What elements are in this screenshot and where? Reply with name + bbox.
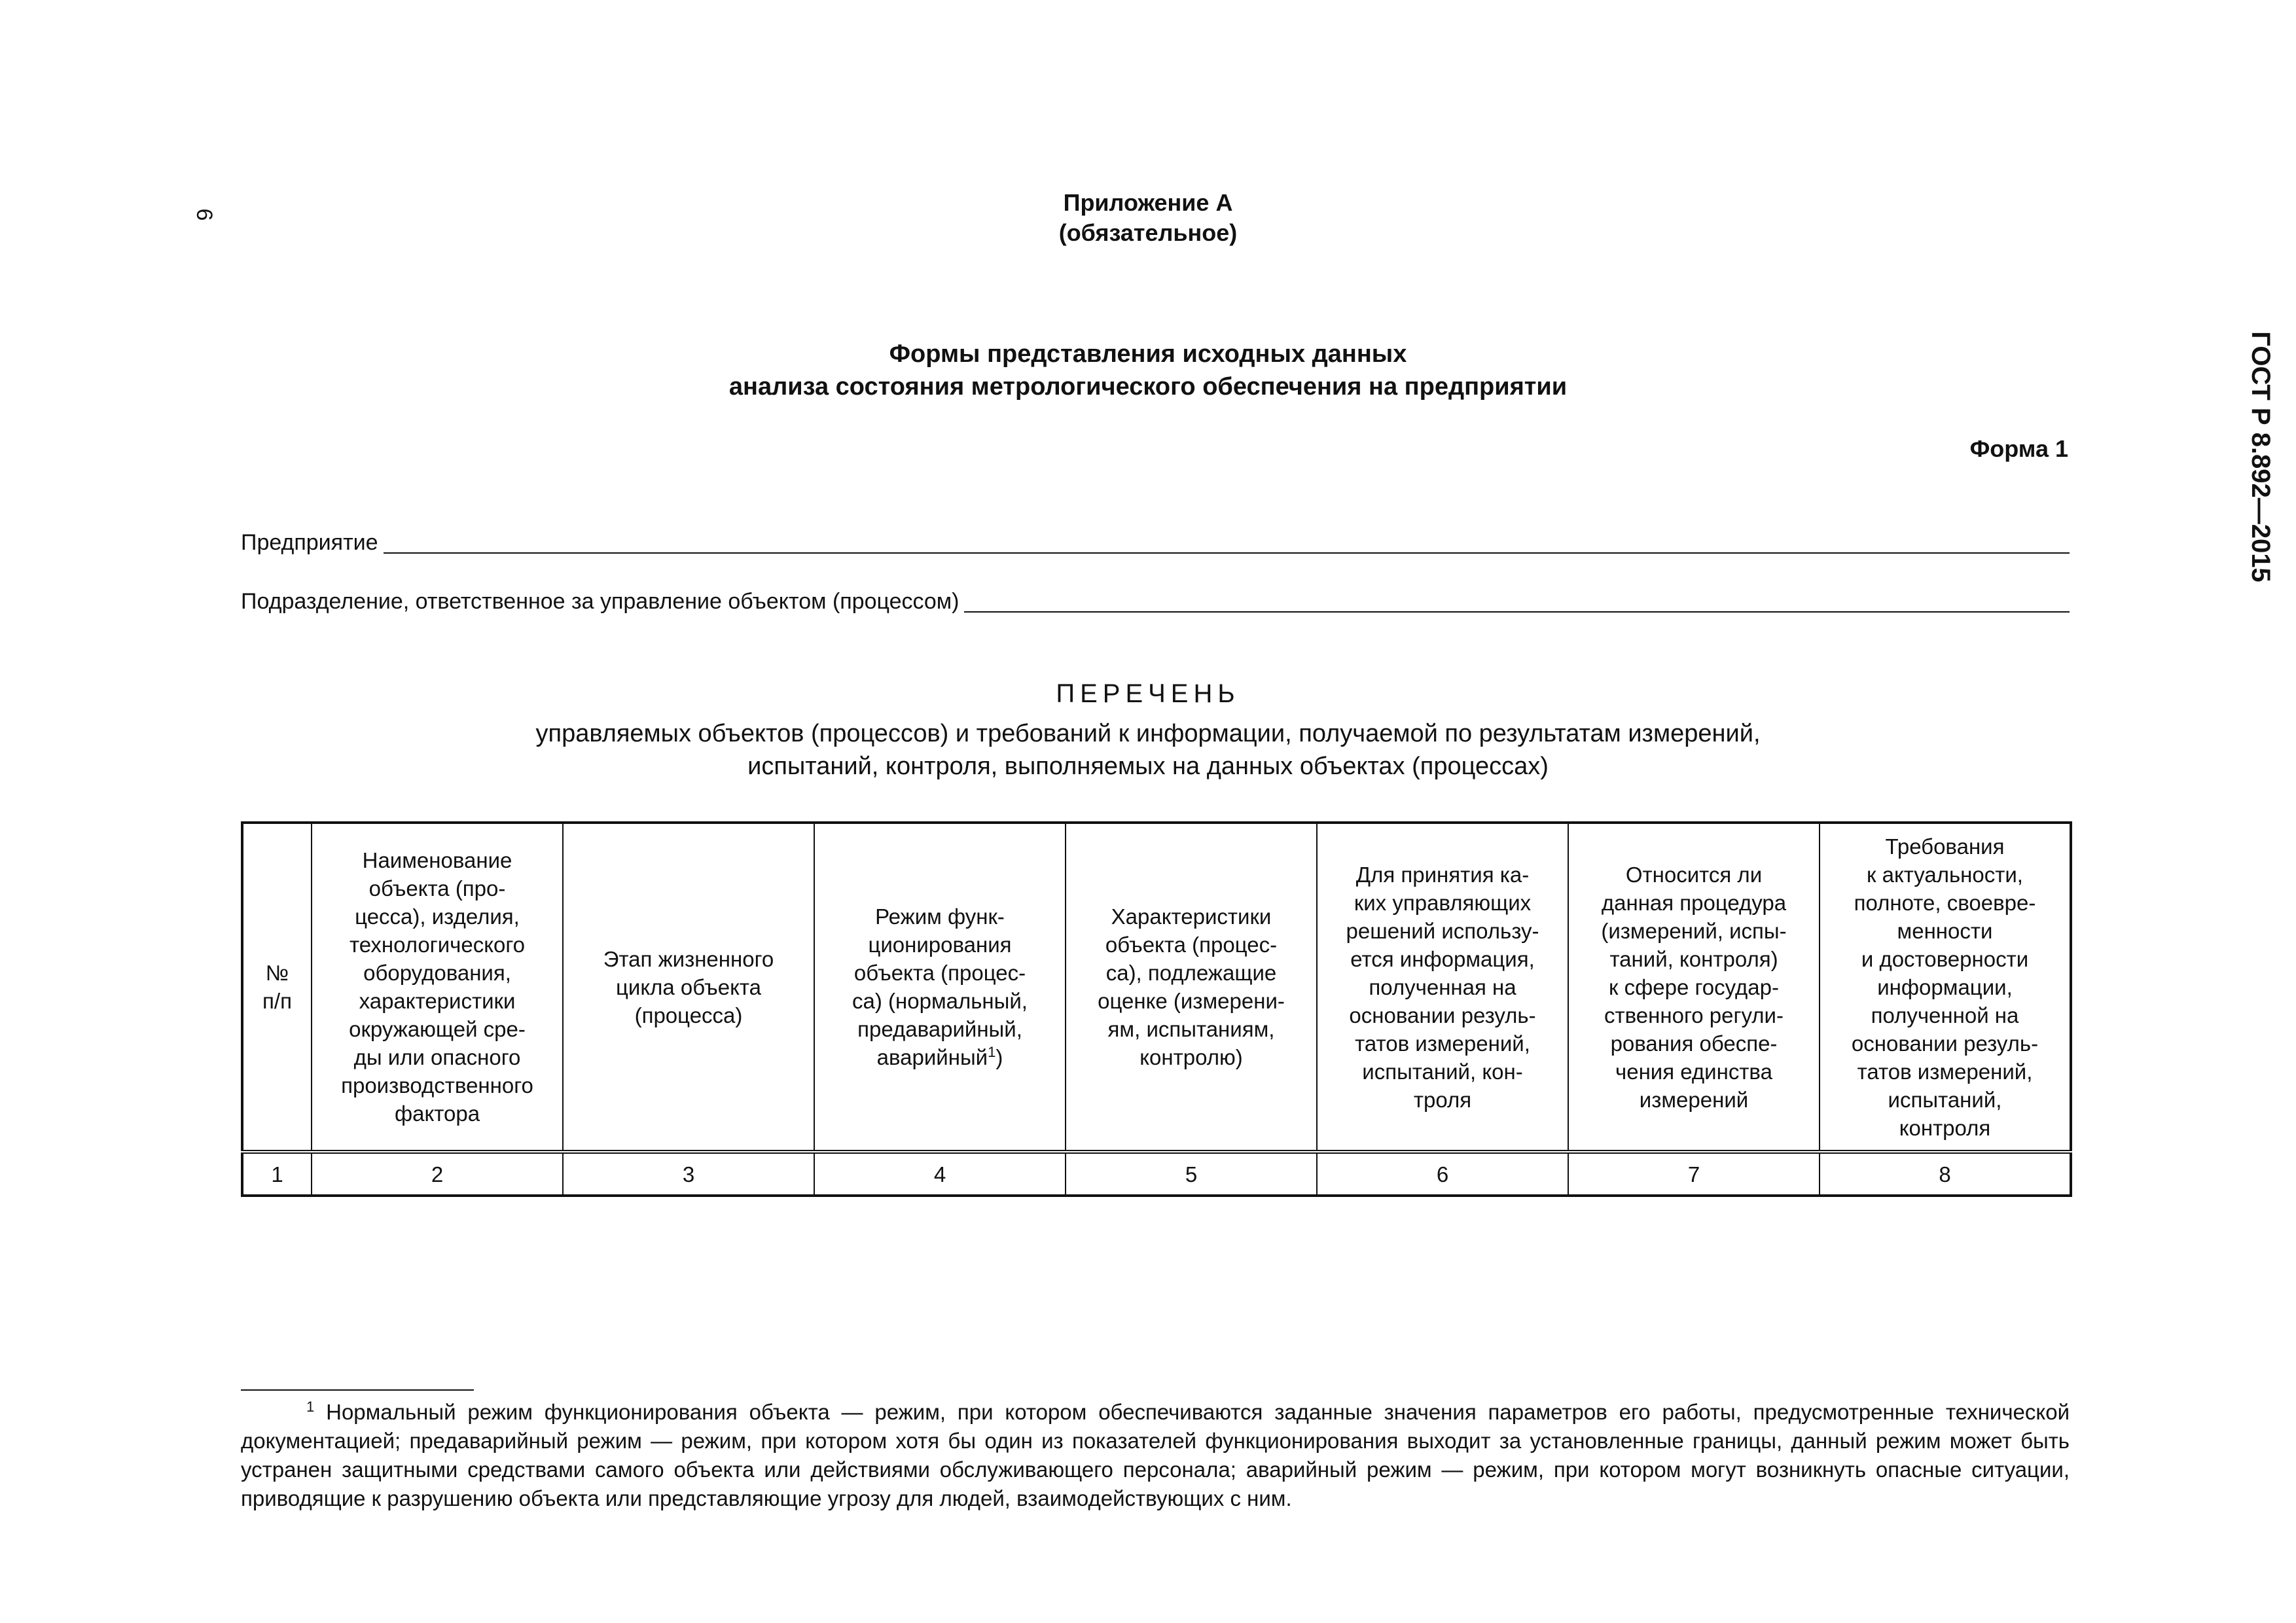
document-code: ГОСТ Р 8.892—2015 — [2246, 331, 2275, 582]
header-cell-management-decisions: Для принятия ка- ких управляющих решений использу- ется информация, полученная на основании резуль- татов измерений, испытаний, кон- троля — [1317, 823, 1568, 1152]
table-header-row — [242, 823, 2071, 1152]
footnote-separator — [241, 1389, 474, 1391]
page-number: 6 — [192, 208, 217, 221]
header-cell-state-regulation: Относится ли данная процедура (измерений, испы- таний, контроля) к сфере государ- ственного регули- рования обеспе- чения единства измерений — [1568, 823, 1820, 1152]
column-number-cell: 7 — [1568, 1152, 1820, 1196]
column-number-cell: 6 — [1317, 1152, 1568, 1196]
column-number-cell: 1 — [242, 1152, 312, 1196]
division-field — [241, 582, 2070, 615]
footnote-text: Нормальный режим функционирования объекта — режим, при котором обеспечиваются заданные значения параметров его работы, предусмотренные технической документацией; предаварийный режим — режим, при котором хотя бы один из показателей функционирования выходит за установленные границы, данный режим может быть устранен защитными средствами самого объекта или действиями обслуживающего персонала; аварийный режим — режим, при котором могут возникнуть опасные ситуации, приводящие к разрушению объекта или представляющие угрозу для людей, взаимодействующих с ним. — [241, 1400, 2070, 1510]
column-number-cell: 8 — [1820, 1152, 2071, 1196]
division-label: Подразделение, ответственное за управление объектом (процессом) — [241, 589, 960, 614]
document-title-line-2: анализа состояния метрологического обеспечения на предприятии — [728, 373, 1568, 401]
column-number-cell: 5 — [1066, 1152, 1317, 1196]
column-number-cell: 3 — [563, 1152, 814, 1196]
header-cell-information-requirements: Требования к актуальности, полноте, своевре- менности и достоверности информации, полученной на основании резуль- татов измерений, испытаний, контроля — [1820, 823, 2071, 1152]
header-cell-number: № п/п — [242, 823, 312, 1152]
division-input-line[interactable] — [964, 589, 2070, 613]
footnote-reference: 1 — [988, 1044, 996, 1060]
enterprise-input-line[interactable] — [384, 530, 2070, 554]
list-subtitle-line-1: управляемых объектов (процессов) и требований к информации, получаемой по результатам измерений, — [535, 720, 1761, 747]
footnote-mark: 1 — [306, 1399, 315, 1415]
header-cell-object-name: Наименование объекта (про- цесса), изделия, технологического оборудования, характеристики окружающей сре- ды или опасного производственного фактора — [312, 823, 563, 1152]
header-cell-lifecycle-stage: Этап жизненного цикла объекта (процесса) — [563, 823, 814, 1152]
header-cell-characteristics: Характеристики объекта (процес- са), подлежащие оценке (измерени- ям, испытаниям, контролю) — [1066, 823, 1317, 1152]
enterprise-label: Предприятие — [241, 530, 378, 555]
list-subtitle-line-2: испытаний, контроля, выполняемых на данных объектах (процессах) — [747, 753, 1549, 780]
list-heading: ПЕРЕЧЕНЬ — [1056, 679, 1240, 708]
header-cell-operating-mode — [814, 823, 1066, 1152]
footnote — [241, 1398, 2070, 1513]
enterprise-field — [241, 524, 2070, 556]
column-number-cell: 4 — [814, 1152, 1066, 1196]
header-cell-operating-mode-text: Режим функ- ционирования объекта (процес- са) (нормальный, предаварийный, аварийный — [852, 904, 1028, 1069]
form-label: Форма 1 — [1969, 435, 2068, 462]
objects-table — [241, 821, 2072, 1197]
appendix-status: (обязательное) — [1058, 219, 1238, 246]
header-cell-operating-mode-close: ) — [996, 1045, 1003, 1069]
column-number-cell: 2 — [312, 1152, 563, 1196]
table-numbering-row — [242, 1152, 2071, 1196]
appendix-title: Приложение А — [1063, 189, 1233, 216]
document-title-line-1: Формы представления исходных данных — [889, 340, 1407, 368]
